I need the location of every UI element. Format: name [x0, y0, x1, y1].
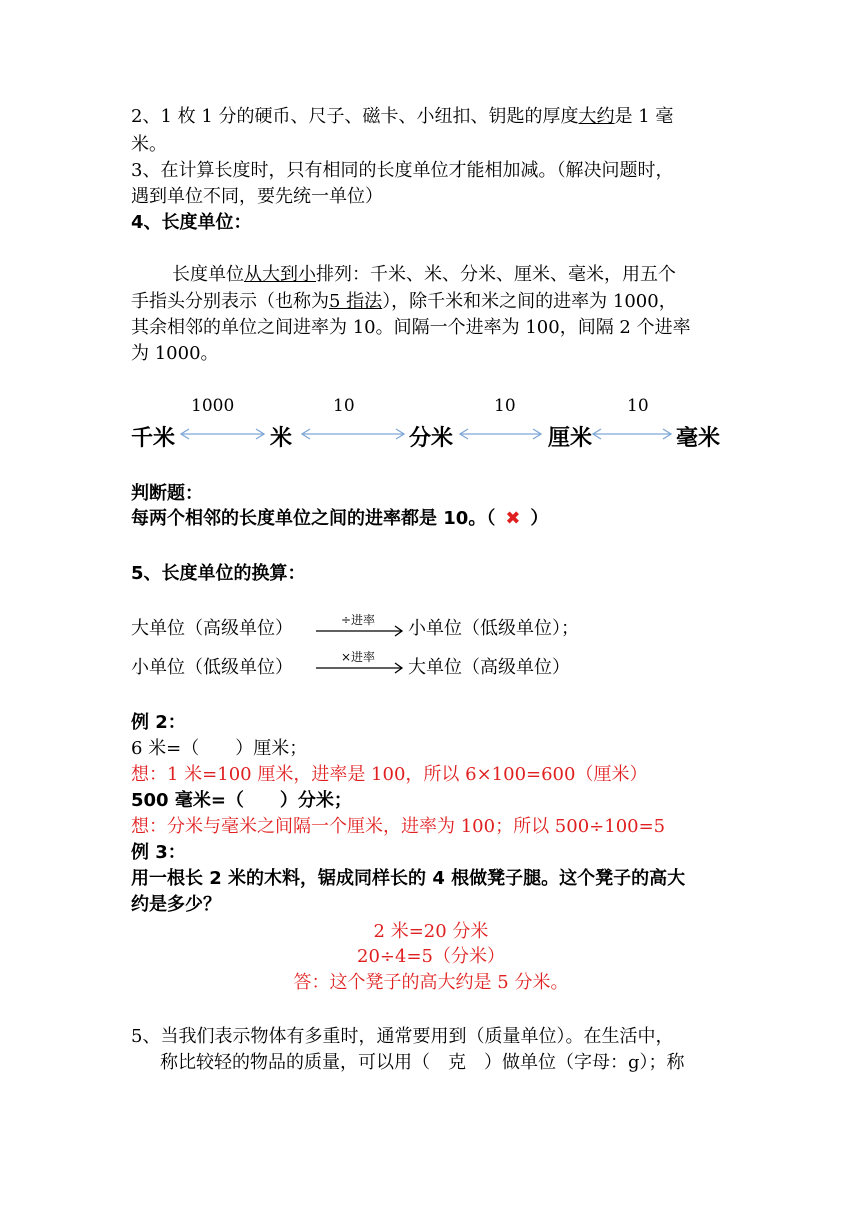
- item-2-underline: 大约: [578, 106, 615, 127]
- example-3-answer: 答：这个凳子的高大约是 5 分米。: [293, 972, 569, 993]
- item-2-text: 2、1 枚 1 分的硬币、尺子、磁卡、小纽扣、钥匙的厚度: [131, 106, 579, 127]
- conversion-rule-1-right: 小单位（低级单位）；: [408, 618, 579, 639]
- units-para-text: 手指头分别表示（也称为: [131, 291, 329, 312]
- unit-meter: 米: [270, 426, 293, 451]
- units-para-underline: 5 指法: [329, 291, 383, 312]
- units-para-underline: 从大到小: [244, 264, 316, 285]
- cross-icon: ✖: [505, 508, 521, 529]
- conversion-rule-1-left: 大单位（高级单位）: [131, 618, 293, 639]
- units-para-text: 排列：千米、米、分米、厘米、毫米，用五个: [316, 264, 676, 285]
- item-2-suffix: 是 1 毫: [614, 106, 674, 127]
- unit-millimeter: 毫米: [676, 426, 721, 451]
- unit-decimeter: 分米: [409, 426, 454, 451]
- example-2-answer-1: 想：1 米=100 厘米，进率是 100，所以 6×100=600（厘米）: [131, 764, 648, 785]
- example-2-title: 例 2：: [131, 712, 186, 733]
- conversion-rule-2-right: 大单位（高级单位）: [408, 657, 570, 678]
- item-3-line-1: 3、在计算长度时，只有相同的长度单位才能相加减。（解决问题时，: [131, 160, 674, 181]
- example-2-question-2: 500 毫米=（ ）分米；: [131, 790, 352, 811]
- example-3-step-1: 2 米=20 分米: [373, 921, 489, 942]
- example-2-answer-2: 想：分米与毫米之间隔一个厘米，进率为 100；所以 500÷100=5: [131, 816, 666, 837]
- item-3-line-2: 遇到单位不同，要先统一单位）: [131, 186, 383, 207]
- double-arrow-icon: [302, 429, 404, 439]
- mass-para-line-2: 称比较轻的物品的质量，可以用（ 克 ）做单位（字母：g）；称: [160, 1052, 685, 1073]
- double-arrow-icon: [593, 429, 671, 439]
- double-arrow-icon: [460, 429, 541, 439]
- conversion-rule-2-op: ×进率: [341, 650, 376, 664]
- rate-label: 10: [494, 396, 516, 416]
- heading-length-units: 4、长度单位：: [131, 212, 252, 233]
- judge-question-text: 每两个相邻的长度单位之间的进率都是 10。（: [131, 508, 496, 529]
- conversion-rule-2-left: 小单位（低级单位）: [131, 657, 293, 678]
- heading-conversion: 5、长度单位的换算：: [131, 563, 306, 584]
- arrow-right-icon: [316, 663, 402, 673]
- item-2-line-2: 米。: [131, 134, 167, 155]
- example-3-title: 例 3：: [131, 842, 186, 863]
- example-2-question-1: 6 米=（ ）厘米；: [131, 738, 308, 759]
- unit-kilometer: 千米: [131, 426, 176, 451]
- rate-label: 10: [627, 396, 649, 416]
- units-para-line-1: [172, 263, 676, 287]
- rate-label: 1000: [191, 396, 235, 416]
- units-para-text: ），除千米和米之间的进率为 1000，: [382, 291, 677, 312]
- item-2-line-1: [131, 105, 673, 129]
- conversion-rule-1-op: ÷进率: [341, 613, 376, 627]
- example-3-step-2: 20÷4=5（分米）: [357, 946, 505, 967]
- units-para-line-2: [131, 290, 677, 314]
- units-para-line-3: 其余相邻的单位之间进率为 10。间隔一个进率为 100，间隔 2 个进率: [131, 317, 691, 338]
- double-arrow-icon: [181, 429, 264, 439]
- units-para-text: 长度单位: [172, 264, 244, 285]
- judge-close-paren: ）: [530, 508, 549, 529]
- units-para-line-4: 为 1000。: [131, 343, 219, 364]
- example-3-question-line-2: 约是多少？: [131, 894, 221, 915]
- rate-label: 10: [333, 396, 355, 416]
- arrow-right-icon: [316, 626, 402, 636]
- judge-title: 判断题：: [131, 483, 203, 504]
- unit-centimeter: 厘米: [548, 426, 593, 451]
- judge-question: [131, 507, 548, 531]
- mass-para-line-1: 5、当我们表示物体有多重时，通常要用到（质量单位）。在生活中，: [131, 1026, 674, 1047]
- example-3-question-line-1: 用一根长 2 米的木料，锯成同样长的 4 根做凳子腿。这个凳子的高大: [131, 868, 686, 889]
